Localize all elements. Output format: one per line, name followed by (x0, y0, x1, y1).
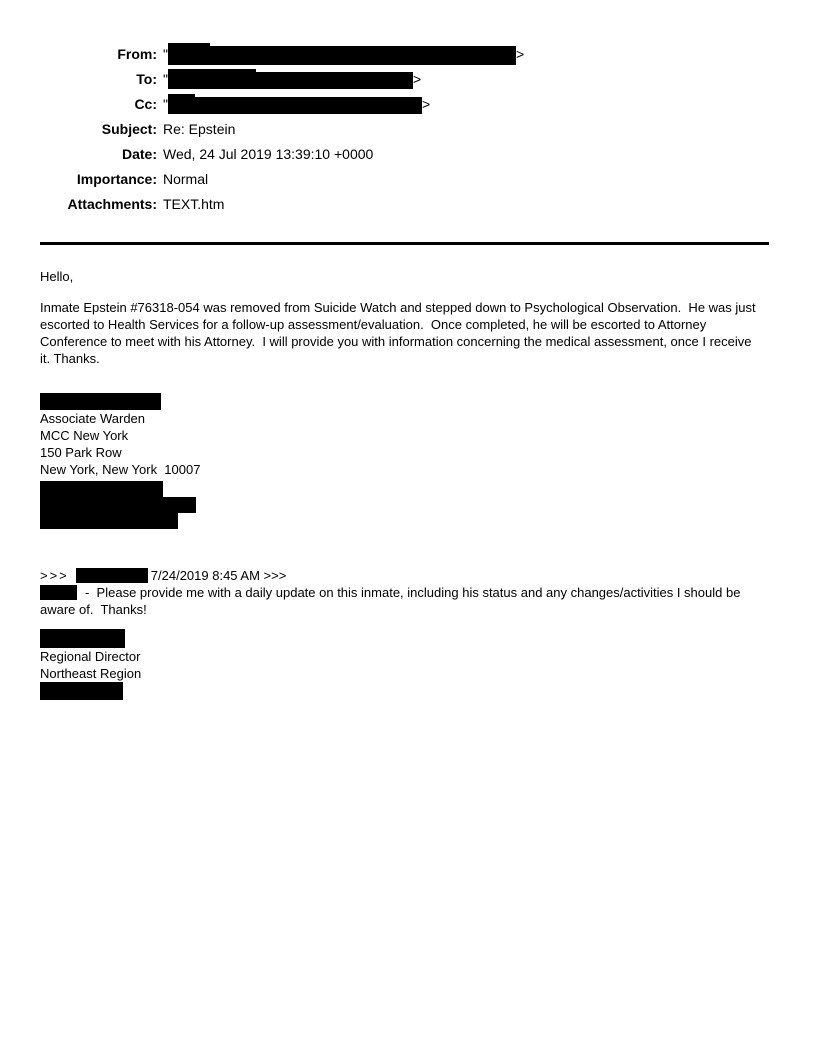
paragraph-line: Inmate Epstein #76318-054 was removed from Suicide Watch and stepped down to Psychological Observation. He was just (40, 300, 756, 315)
header-separator-rule (40, 242, 769, 245)
to-value (163, 67, 421, 92)
redaction-tab (168, 94, 195, 97)
quoted-message-header (40, 567, 816, 584)
redaction-bar (40, 513, 178, 529)
to-label: To: (136, 71, 157, 87)
quoted-header-datetime: 7/24/2019 8:45 AM >>> (150, 568, 287, 583)
header-row-subject (40, 117, 816, 142)
signature2-region: Northeast Region (40, 666, 142, 681)
importance-value: Normal (163, 171, 209, 187)
date-label: Date: (121, 146, 157, 162)
redaction-bar (40, 481, 163, 497)
signature-title: Associate Warden (40, 411, 146, 426)
header-row-cc (40, 92, 816, 117)
quoted-message-text: - Please provide me with a daily update on this inmate, including his status and any changes/activities I should be (85, 585, 741, 600)
redaction-bar (40, 682, 123, 700)
open-quote-mark: " (163, 96, 168, 112)
email-header (40, 42, 816, 217)
importance-label: Importance: (76, 171, 157, 187)
signature2-title: Regional Director (40, 649, 141, 664)
redaction-bar (76, 568, 148, 583)
subject-label: Subject: (101, 121, 157, 137)
signature-org: MCC New York (40, 428, 129, 443)
signature-city: New York, New York 10007 (40, 462, 201, 477)
open-quote-mark: " (163, 46, 168, 62)
paragraph-line: it. Thanks. (40, 351, 100, 366)
from-value (163, 42, 524, 67)
from-label: From: (117, 46, 157, 62)
body-paragraph (40, 299, 816, 367)
quoted-message-line (40, 584, 816, 601)
redaction-block (40, 481, 816, 529)
quoted-message-line: aware of. Thanks! (40, 602, 147, 617)
redaction-bar (40, 393, 161, 410)
header-row-to (40, 67, 816, 92)
close-angle-bracket: > (412, 71, 422, 87)
subject-value: Re: Epstein (163, 121, 236, 137)
date-value: Wed, 24 Jul 2019 13:39:10 +0000 (163, 146, 374, 162)
paragraph-line: Conference to meet with his Attorney. I will provide you with information concerning the medical assessment, once I receive (40, 334, 752, 349)
redaction-bar (40, 585, 77, 600)
attachments-value: TEXT.htm (163, 196, 225, 212)
signature-address: 150 Park Row (40, 445, 122, 460)
redaction-bar (40, 629, 125, 648)
open-quote-mark: " (163, 71, 168, 87)
close-angle-bracket: > (421, 96, 431, 112)
redaction-bar (40, 497, 196, 513)
cc-value (163, 92, 430, 117)
redaction-tab (168, 43, 210, 46)
paragraph-line: escorted to Health Services for a follow-up assessment/evaluation. Once completed, he will be escorted to Attorney (40, 317, 707, 332)
quote-marker: >>> (40, 568, 69, 583)
email-body (40, 268, 816, 700)
close-angle-bracket: > (515, 46, 525, 62)
redaction-bar (168, 97, 422, 114)
header-row-importance (40, 167, 816, 192)
header-row-date (40, 142, 816, 167)
redaction-tab (168, 69, 256, 72)
header-row-attachments (40, 192, 816, 217)
redaction-bar (168, 72, 413, 89)
header-row-from (40, 42, 816, 67)
cc-label: Cc: (134, 96, 157, 112)
redaction-bar (168, 46, 516, 65)
attachments-label: Attachments: (67, 196, 157, 212)
greeting-text: Hello, (40, 269, 74, 284)
